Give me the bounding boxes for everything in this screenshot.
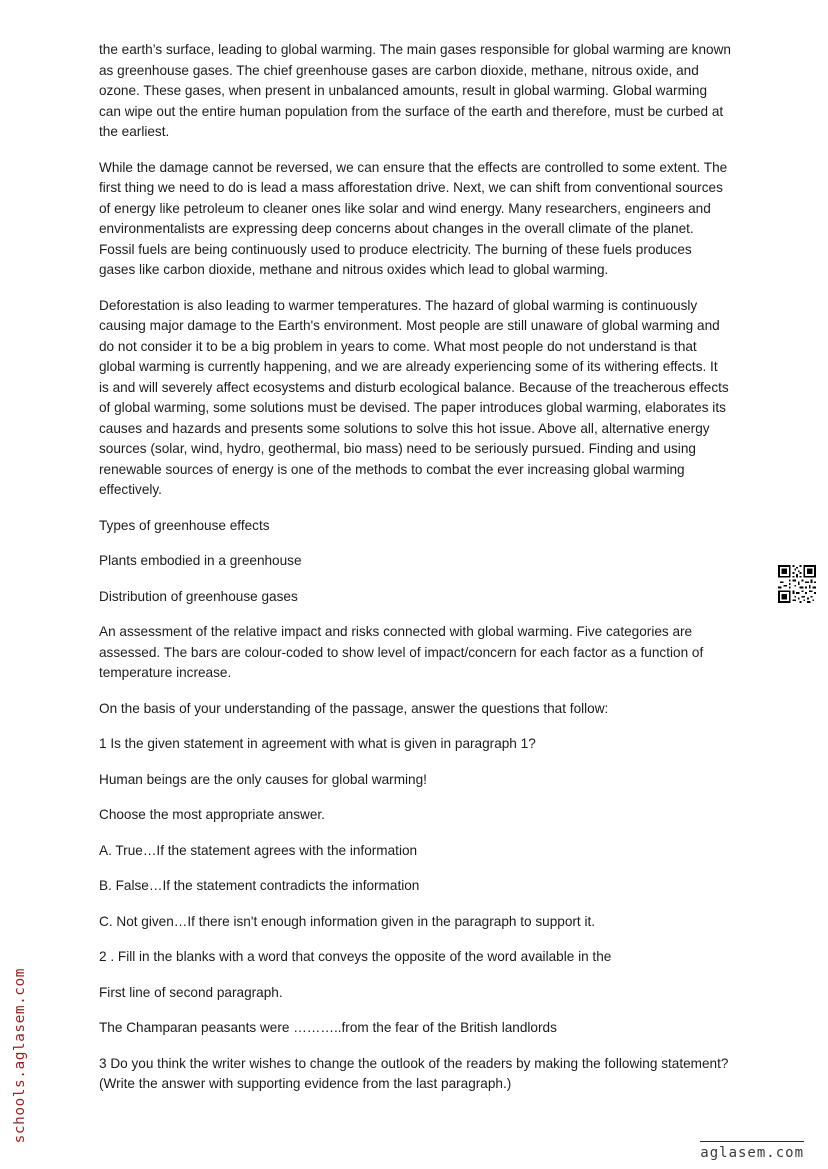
assessment-description: An assessment of the relative impact and risks connected with global warming. Five categories are assessed. The bars are colour-coded to show level of impact/concern for each factor as a function of temperature increase.	[99, 624, 704, 680]
question-2-sentence: The Champaran peasants were ………..from the fear of the British landlords	[99, 1020, 557, 1035]
side-watermark: schools.aglasem.com	[12, 967, 28, 1143]
option-b: B. False…If the statement contradicts the information	[99, 878, 420, 893]
caption-plants-embodied: Plants embodied in a greenhouse	[99, 553, 302, 568]
footer-site-label: aglasem.com	[700, 1141, 804, 1161]
choose-answer-instruction: Choose the most appropriate answer.	[99, 807, 325, 822]
qr-code-icon	[778, 565, 816, 603]
question-2-continued: First line of second paragraph.	[99, 984, 283, 1000]
passage-para-2: While the damage cannot be reversed, we can ensure that the effects are controlled to some extent. The first thing we need to do is lead a mass afforestation drive. Next, we can shift from conventional sources of energy like petroleum to cleaner ones like solar and wind energy. Many researchers, engineers and environmentalists are expressing deep concerns about changes in the overall climate of the planet. Fossil fuels are being continuously used to produce electricity. The burning of these fuels produces gases like carbon dioxide, methane and nitrous oxides which lead to global warming.	[99, 159, 728, 277]
caption-distribution-of-gases: Distribution of greenhouse gases	[99, 588, 298, 604]
question-3: 3 Do you think the writer wishes to change the outlook of the readers by making the following statement? (Write the answer with supporting evidence from the last paragraph.)	[99, 1055, 729, 1091]
question-1: 1 Is the given statement in agreement with what is given in paragraph 1?	[99, 736, 536, 751]
option-c: C. Not given…If there isn't enough information given in the paragraph to support it.	[99, 913, 596, 929]
question-1-statement: Human beings are the only causes for global warming!	[99, 771, 427, 787]
option-a: A. True…If the statement agrees with the information	[99, 842, 418, 858]
question-2: 2 . Fill in the blanks with a word that conveys the opposite of the word available in the	[99, 949, 612, 964]
passage-content	[99, 40, 731, 1110]
questions-instruction: On the basis of your understanding of the passage, answer the questions that follow:	[99, 700, 609, 716]
passage-para-3: Deforestation is also leading to warmer temperatures. The hazard of global warming is continuously causing major damage to the Earth's environment. Most people are still unaware of global warming and do not consider it to be a big problem in years to come. What most people do not understand is that global warming is currently happening, and we are already experiencing some of its withering effects. It is and will severely affect ecosystems and disturb ecological balance. Because of the treacherous effects of global warming, some solutions must be devised. The paper introduces global warming, elaborates its causes and hazards and presents some solutions to solve this hot issue. Above all, alternative energy sources (solar, wind, hydro, geothermal, bio mass) need to be seriously pursued. Finding and using renewable sources of energy is one of the methods to combat the ever increasing global warming effectively.	[99, 297, 729, 497]
passage-para-1: the earth’s surface, leading to global warming. The main gases responsible for global warming are known as greenhouse gases. The chief greenhouse gases are carbon dioxide, methane, nitrous oxide, and ozone. These gases, when present in unbalanced amounts, result in global warming. Global warming can wipe out the entire human population from the surface of the earth and therefore, must be curbed at the earliest.	[99, 42, 731, 139]
caption-types-of-greenhouse-effects: Types of greenhouse effects	[99, 517, 270, 533]
